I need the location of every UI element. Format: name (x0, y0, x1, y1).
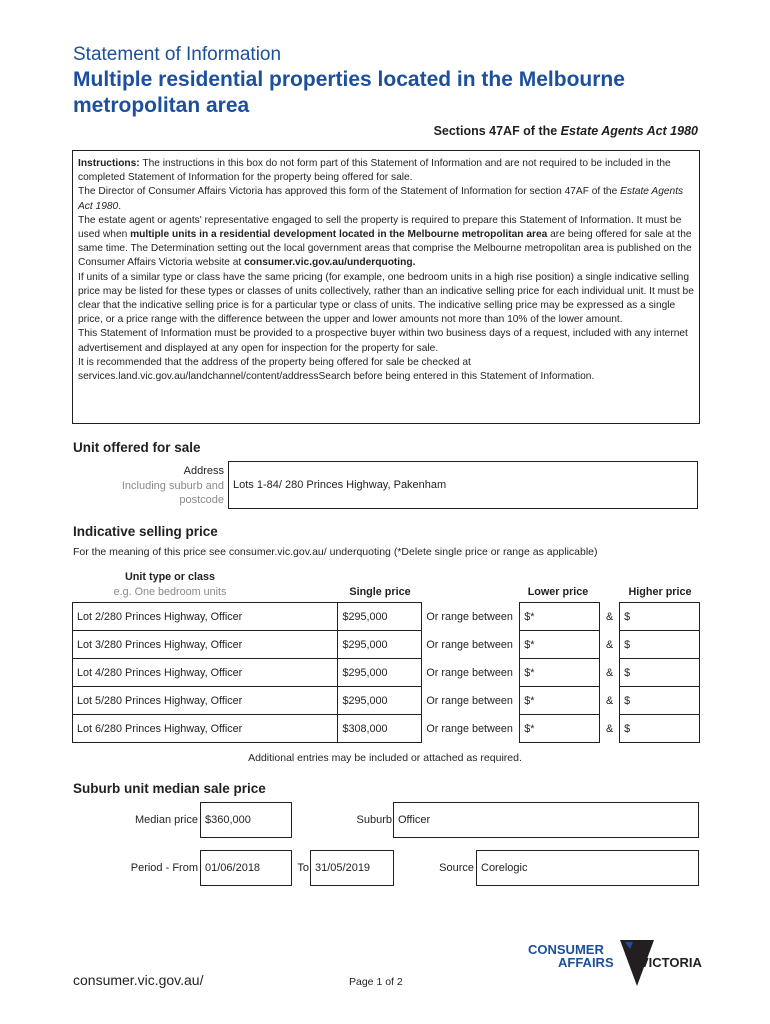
instructions-p2: The Director of Consumer Affairs Victoria has approved this form of the Statement of Information for section 47AF of the (78, 186, 621, 198)
col-unit-example: e.g. One bedroom units (113, 586, 227, 598)
higher-price-field[interactable]: $ (620, 631, 700, 659)
instructions-p1: The instructions in this box do not form part of this Statement of Information and are not required to be included in the completed Statement of Information for the property being offered for sale. (78, 158, 671, 184)
col-higher-header: Higher price (628, 586, 692, 598)
footer-url[interactable]: consumer.vic.gov.au/ (73, 972, 204, 988)
median-price-field[interactable] (200, 802, 292, 838)
higher-price-field[interactable]: $ (620, 687, 700, 715)
instructions-p3b: are being offered for sale at the same time. The Determination setting out the local government areas that comprise the Melbourne metropolitan area is published on the Consumer Affairs Victoria website at (78, 229, 692, 269)
ampersand-label: & (606, 722, 614, 735)
source-field[interactable] (476, 850, 699, 886)
unit-type-field[interactable]: Lot 4/280 Princes Highway, Officer (73, 659, 338, 687)
instructions-box (72, 150, 700, 424)
median-price-label: Median price (135, 814, 198, 826)
period-to-value: 31/05/2019 (315, 862, 371, 874)
instructions-p5: This Statement of Information must be provided to a prospective buyer within two business days of a request, included with any internet advertisement and displayed at any open for inspection for the property for sale. (78, 328, 688, 354)
single-price-field[interactable]: $295,000 (338, 631, 422, 659)
additional-entries-note: Additional entries may be included or attached as required. (248, 752, 522, 764)
ampersand-label: & (606, 666, 614, 679)
ampersand-label: & (606, 694, 614, 707)
median-heading: Suburb unit median sale price (73, 781, 266, 796)
single-price-field[interactable]: $295,000 (338, 659, 422, 687)
address-field[interactable] (228, 461, 698, 509)
underquoting-link[interactable]: consumer.vic.gov.au/underquoting. (244, 257, 416, 269)
suburb-field[interactable] (393, 802, 699, 838)
period-from-value: 01/06/2018 (205, 862, 261, 874)
instructions-label: Instructions: (78, 158, 140, 169)
or-range-label: Or range between (426, 694, 513, 707)
price-row (73, 715, 700, 743)
page-number: Page 1 of 2 (349, 976, 403, 988)
logo-line1: CONSUMER (528, 942, 604, 957)
lower-price-field[interactable]: $* (520, 659, 600, 687)
ampersand-label: & (606, 638, 614, 651)
instructions-p3a: The estate agent or agents' representative engaged to sell the property is required to prepare this Statement of Information. It must be used when (78, 214, 682, 241)
indicative-price-note: For the meaning of this price see consumer.vic.gov.au/ underquoting (*Delete single price or range as applicable) (73, 546, 598, 558)
form-subtitle: Statement of Information (73, 44, 282, 65)
lower-price-field[interactable]: $* (520, 631, 600, 659)
price-row (73, 603, 700, 631)
higher-price-field[interactable]: $ (620, 603, 700, 631)
ampersand-label: & (606, 610, 614, 623)
instructions-p2-end: . (118, 200, 122, 212)
address-label-line2: Including suburb and (121, 479, 224, 492)
unit-type-field[interactable]: Lot 3/280 Princes Highway, Officer (73, 631, 338, 659)
single-price-field[interactable]: $295,000 (338, 687, 422, 715)
single-price-field[interactable]: $295,000 (338, 603, 422, 631)
unit-type-field[interactable]: Lot 5/280 Princes Highway, Officer (73, 687, 338, 715)
lower-price-field[interactable]: $* (520, 603, 600, 631)
median-price-value: $360,000 (205, 814, 251, 826)
price-row (73, 659, 700, 687)
price-table (72, 602, 700, 743)
unit-type-field[interactable]: Lot 2/280 Princes Highway, Officer (73, 603, 338, 631)
suburb-label: Suburb (356, 814, 392, 826)
or-range-label: Or range between (426, 638, 513, 651)
logo-line3: VICTORIA (640, 955, 702, 970)
unit-type-header (72, 570, 268, 600)
or-range-label: Or range between (426, 666, 513, 679)
instructions-p6: It is recommended that the address of the property being offered for sale be checked at services.land.vic.gov.au/landchannel/content/addressSearch before being entered in this Statement of Information. (78, 356, 595, 383)
col-lower-header: Lower price (527, 586, 589, 598)
single-price-field[interactable]: $308,000 (338, 715, 422, 743)
indicative-price-heading: Indicative selling price (73, 524, 218, 539)
address-label-line3: postcode (179, 494, 224, 506)
lower-price-field[interactable]: $* (520, 687, 600, 715)
period-from-field[interactable] (200, 850, 292, 886)
instructions-p3-bold: multiple units in a residential development located in the Melbourne metropolitan area (130, 229, 548, 241)
suburb-value: Officer (398, 814, 431, 826)
address-label (100, 464, 224, 508)
logo-line2: AFFAIRS (558, 955, 614, 970)
higher-price-field[interactable]: $ (620, 715, 700, 743)
form-title: Multiple residential properties located in the Melbourne metropolitan area (73, 68, 625, 117)
higher-price-field[interactable]: $ (620, 659, 700, 687)
instructions-p2-act: Estate Agents Act 1980 (78, 186, 684, 212)
price-row (73, 631, 700, 659)
or-range-label: Or range between (426, 610, 513, 623)
lower-price-field[interactable]: $* (520, 715, 600, 743)
address-value: Lots 1-84/ 280 Princes Highway, Pakenham (233, 479, 447, 491)
period-from-label: Period - From (130, 862, 198, 874)
address-label-line1: Address (183, 465, 224, 477)
sections-act: Estate Agents Act 1980 (560, 124, 698, 138)
or-range-label: Or range between (426, 722, 513, 735)
unit-type-field[interactable]: Lot 6/280 Princes Highway, Officer (73, 715, 338, 743)
period-to-field[interactable] (310, 850, 394, 886)
col-unit-label: Unit type or class (124, 571, 215, 583)
instructions-p4: If units of a similar type or class have the same pricing (for example, one bedroom units in a high rise position) a single indicative selling price may be listed for these types or classes of units collectively, rather than an indicative selling price for each individual unit. It must be clear that the indicative selling price is for a particular type or class of units. The indicative selling price may be expressed as a single price, or a price range with the difference between the upper and lower amounts not more than 10% of the lower amount. (78, 271, 694, 326)
sections-prefix: Sections 47AF of the (433, 124, 561, 138)
source-value: Corelogic (481, 862, 528, 874)
period-to-label: To (297, 862, 309, 874)
col-single-header: Single price (349, 586, 411, 598)
consumer-affairs-victoria-logo (528, 940, 703, 990)
source-label: Source (439, 862, 474, 874)
price-row (73, 687, 700, 715)
legislation-reference (434, 124, 698, 138)
unit-offered-heading: Unit offered for sale (73, 440, 201, 455)
